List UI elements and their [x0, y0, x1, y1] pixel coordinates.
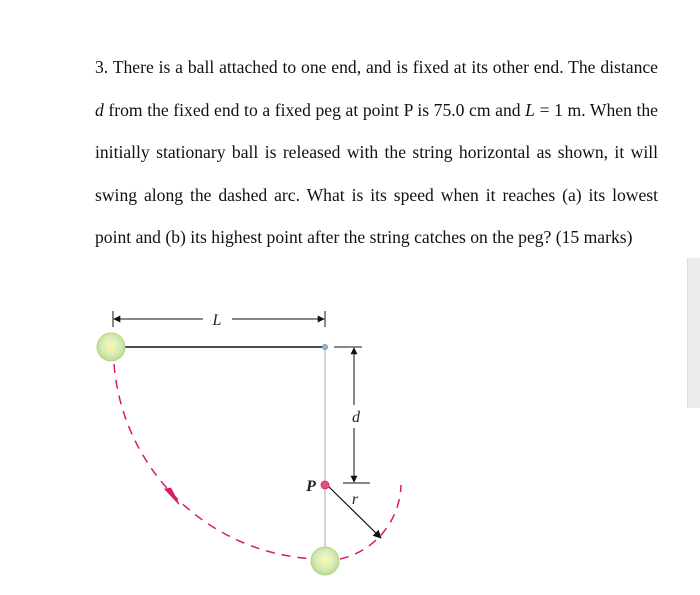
variable-d: d [95, 99, 104, 120]
arc-direction-arrow [165, 487, 179, 506]
pivot-point [322, 344, 327, 349]
variable-L: L [525, 99, 535, 120]
label-L: L [212, 312, 222, 329]
problem-line-4: horizontal as shown, it will swing along the dashed arc. What is its speed [95, 142, 658, 205]
problem-number: 3. [95, 57, 109, 77]
problem-line-1: There is a ball attached to one end, and is fixed at its other end. The [112, 57, 596, 77]
equals-sign: = [539, 99, 550, 120]
ball-initial [97, 333, 125, 361]
peg-P [321, 481, 329, 489]
small-swing-arc [340, 485, 401, 559]
problem-line-6: string catches on the peg? (15 marks) [369, 227, 633, 247]
scrollbar-edge[interactable] [687, 258, 700, 408]
length-L-dimension [113, 311, 325, 329]
label-d: d [352, 409, 360, 426]
large-swing-arc [114, 364, 316, 559]
label-P: P [306, 478, 316, 495]
label-r: r [351, 491, 359, 508]
distance-d-dimension [334, 347, 370, 483]
problem-line-2b: from the fixed end to a fixed peg at point P is 75.0 cm and [108, 99, 521, 120]
problem-line-5: when it reaches (a) its lowest point and (b) its highest point after the [95, 184, 659, 247]
problem-line-3: 1 m. When the initially stationary ball is released with the string [95, 99, 658, 162]
problem-line-2a: distance [600, 57, 658, 77]
ball-lowest [311, 547, 339, 575]
